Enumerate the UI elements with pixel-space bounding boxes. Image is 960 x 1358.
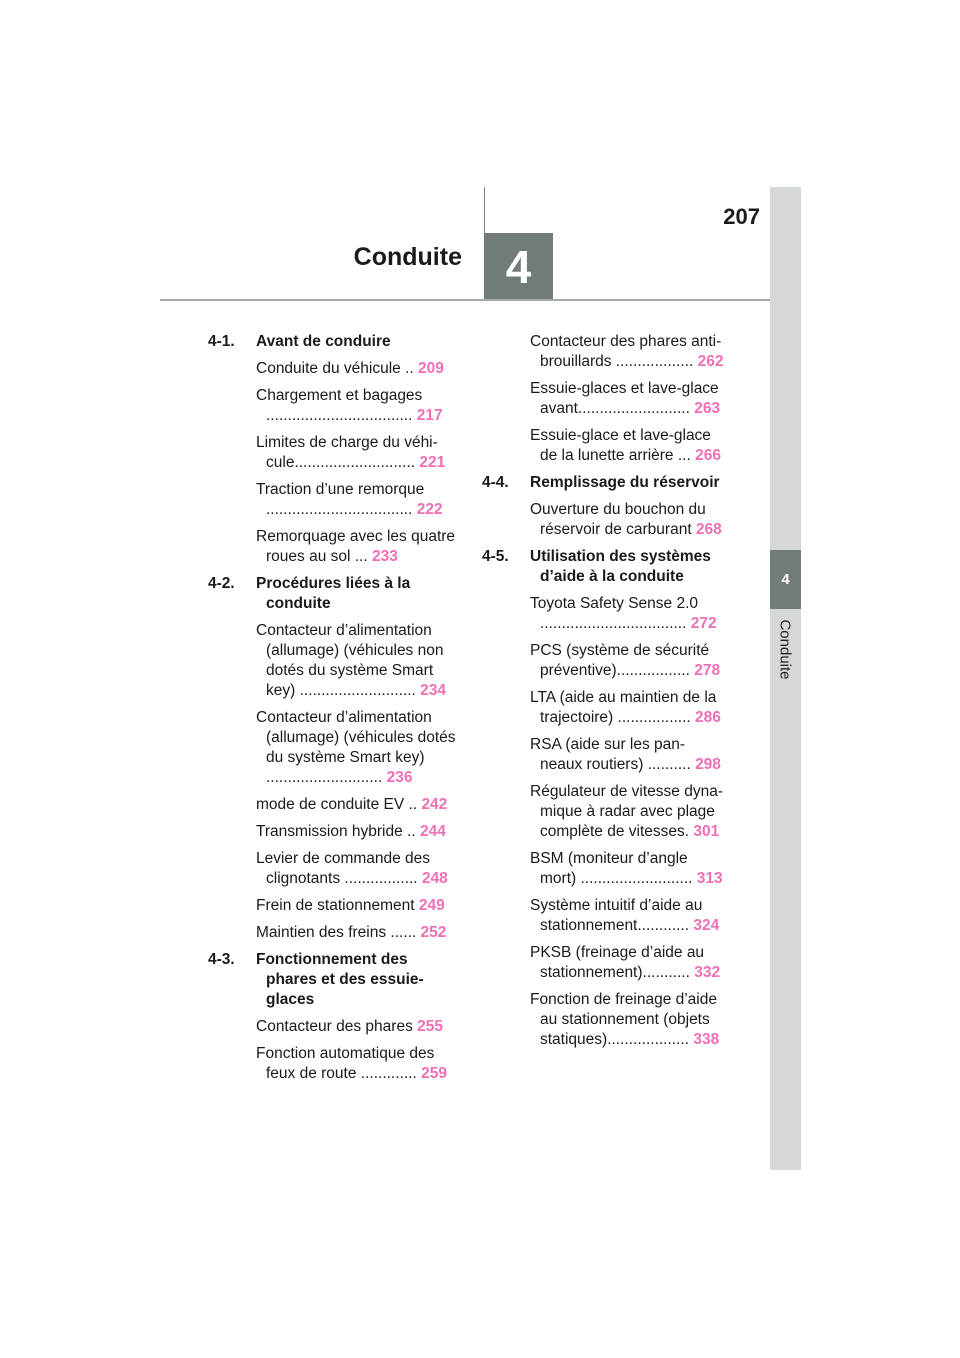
toc-page-link[interactable]: 255 bbox=[417, 1018, 443, 1035]
toc-entry-label: Essuie-glaces et lave-glace avant.......................... bbox=[530, 380, 719, 417]
toc-page-link[interactable]: 278 bbox=[694, 662, 721, 679]
toc-page-link[interactable]: 244 bbox=[419, 823, 446, 840]
toc-entry[interactable] bbox=[208, 527, 458, 567]
section-title: Avant de conduire bbox=[256, 333, 391, 350]
toc-entry-label: PKSB (freinage d’aide au stationnement)........... bbox=[530, 944, 705, 981]
toc-entry-label: Toyota Safety Sense 2.0 .................................. bbox=[530, 595, 699, 632]
toc-entry[interactable] bbox=[208, 1017, 458, 1037]
toc-column-right bbox=[482, 332, 730, 1057]
toc-page-link[interactable]: 324 bbox=[693, 917, 720, 934]
toc-entry[interactable] bbox=[482, 332, 730, 372]
toc-entry[interactable] bbox=[208, 795, 458, 815]
toc-column-left bbox=[208, 332, 458, 1091]
toc-page-link[interactable]: 236 bbox=[386, 769, 413, 786]
header-divider-vertical bbox=[484, 187, 485, 235]
toc-entry-label: Levier de commande des clignotants ................. bbox=[256, 850, 431, 887]
toc-entry-label: Ouverture du bouchon du réservoir de carburant bbox=[530, 501, 706, 538]
toc-entry-label: LTA (aide au maintien de la trajectoire) ................. bbox=[530, 689, 717, 726]
side-tab-label: Conduite bbox=[776, 619, 794, 680]
toc-entry-label: Contacteur des phares bbox=[256, 1018, 418, 1035]
section-number: 4-1. bbox=[208, 333, 235, 350]
toc-entry[interactable] bbox=[482, 641, 730, 681]
toc-entry[interactable] bbox=[208, 386, 458, 426]
toc-section-heading bbox=[482, 547, 730, 587]
toc-page-link[interactable]: 268 bbox=[695, 521, 722, 538]
header-divider-horizontal bbox=[160, 299, 770, 301]
section-title: Utilisation des systèmes d’aide à la conduite bbox=[530, 548, 711, 585]
toc-page-link[interactable]: 209 bbox=[418, 360, 444, 377]
toc-page-link[interactable]: 252 bbox=[420, 924, 447, 941]
toc-page-link[interactable]: 222 bbox=[416, 501, 443, 518]
toc-entry[interactable] bbox=[482, 990, 730, 1050]
toc-entry[interactable] bbox=[208, 433, 458, 473]
toc-page-link[interactable]: 338 bbox=[693, 1031, 720, 1048]
toc-entry[interactable] bbox=[208, 896, 458, 916]
toc-entry[interactable] bbox=[482, 943, 730, 983]
toc-section-heading bbox=[208, 574, 458, 614]
page-number: 207 bbox=[723, 204, 760, 229]
toc-page-link[interactable]: 332 bbox=[694, 964, 721, 981]
toc-entry-label: Fonction de freinage d’aide au stationnement (objets statiques)................... bbox=[530, 991, 717, 1048]
section-number: 4-5. bbox=[482, 548, 509, 565]
toc-entry-label: Remorquage avec les quatre roues au sol ... bbox=[256, 528, 456, 565]
toc-entry[interactable] bbox=[482, 500, 730, 540]
toc-section-heading bbox=[208, 332, 458, 352]
toc-entry-label: Contacteur d’alimentation (allumage) (véhicules dotés du système Smart key) ........................... bbox=[256, 709, 456, 786]
toc-entry[interactable] bbox=[208, 359, 458, 379]
toc-entry[interactable] bbox=[482, 379, 730, 419]
toc-page-link[interactable]: 262 bbox=[697, 353, 724, 370]
toc-entry-label: Fonction automatique des feux de route ............. bbox=[256, 1045, 435, 1082]
toc-entry-label: Régulateur de vitesse dyna- mique à radar avec plage complète de vitesses. bbox=[530, 783, 724, 840]
toc-entry[interactable] bbox=[208, 1044, 458, 1084]
toc-page-link[interactable]: 313 bbox=[696, 870, 723, 887]
toc-entry[interactable] bbox=[482, 782, 730, 842]
toc-entry[interactable] bbox=[482, 688, 730, 728]
toc-entry-label: mode de conduite EV .. bbox=[256, 796, 422, 813]
toc-page-link[interactable]: 259 bbox=[421, 1065, 447, 1082]
toc-entry[interactable] bbox=[208, 849, 458, 889]
toc-entry[interactable] bbox=[208, 480, 458, 520]
toc-entry[interactable] bbox=[208, 708, 458, 788]
toc-section-heading bbox=[482, 473, 730, 493]
toc-page-link[interactable]: 242 bbox=[421, 796, 448, 813]
toc-page-link[interactable]: 298 bbox=[695, 756, 721, 773]
toc-entry-label: Traction d’une remorque .................................. bbox=[256, 481, 425, 518]
toc-entry[interactable] bbox=[208, 822, 458, 842]
toc-page-link[interactable]: 266 bbox=[695, 447, 721, 464]
toc-page-link[interactable]: 248 bbox=[421, 870, 448, 887]
toc-page-link[interactable]: 217 bbox=[416, 407, 443, 424]
toc-entry-label: Contacteur des phares anti- brouillards .................. bbox=[530, 333, 722, 370]
toc-entry[interactable] bbox=[482, 426, 730, 466]
toc-page-link[interactable]: 263 bbox=[694, 400, 721, 417]
toc-page-link[interactable]: 272 bbox=[690, 615, 717, 632]
side-tab-number[interactable]: 4 bbox=[770, 550, 801, 609]
toc-section-heading bbox=[208, 950, 458, 1010]
toc-page-link[interactable]: 221 bbox=[419, 454, 446, 471]
toc-entry-label: Système intuitif d’aide au stationnement............ bbox=[530, 897, 703, 934]
toc-page-link[interactable]: 301 bbox=[693, 823, 720, 840]
toc-page-link[interactable]: 233 bbox=[371, 548, 398, 565]
toc-entry[interactable] bbox=[482, 735, 730, 775]
toc-entry-label: RSA (aide sur les pan- neaux routiers) .......... bbox=[530, 736, 696, 773]
toc-entry[interactable] bbox=[482, 849, 730, 889]
section-number: 4-4. bbox=[482, 474, 509, 491]
toc-page-link[interactable]: 234 bbox=[420, 682, 447, 699]
section-title: Procédures liées à la conduite bbox=[256, 575, 411, 612]
toc-entry[interactable] bbox=[482, 594, 730, 634]
toc-entry[interactable] bbox=[208, 621, 458, 701]
toc-entry-label: Limites de charge du véhi- cule............................ bbox=[256, 434, 438, 471]
section-title: Remplissage du réservoir bbox=[530, 474, 720, 491]
toc-page-link[interactable]: 249 bbox=[418, 897, 445, 914]
toc-entry-label: Conduite du véhicule .. bbox=[256, 360, 418, 377]
toc-entry-label: Frein de stationnement bbox=[256, 897, 419, 914]
toc-entry-label: PCS (système de sécurité préventive)................. bbox=[530, 642, 710, 679]
toc-entry-label: BSM (moniteur d’angle mort) .......................... bbox=[530, 850, 697, 887]
toc-entry-label: Chargement et bagages .................................. bbox=[256, 387, 423, 424]
section-title: Fonctionnement des phares et des essuie- glaces bbox=[256, 951, 424, 1008]
section-number: 4-3. bbox=[208, 951, 235, 968]
toc-entry[interactable] bbox=[482, 896, 730, 936]
toc-entry-label: Essuie-glace et lave-glace de la lunette arrière ... bbox=[530, 427, 711, 464]
toc-entry-label: Transmission hybride .. bbox=[256, 823, 420, 840]
toc-entry-label: Contacteur d’alimentation (allumage) (véhicules non dotés du système Smart key) ........................... bbox=[256, 622, 444, 699]
section-number: 4-2. bbox=[208, 575, 235, 592]
chapter-title: Conduite bbox=[353, 243, 462, 271]
chapter-number-box: 4 bbox=[484, 233, 553, 301]
toc-page-link[interactable]: 286 bbox=[695, 709, 721, 726]
toc-entry-label: Maintien des freins ...... bbox=[256, 924, 421, 941]
toc-entry[interactable] bbox=[208, 923, 458, 943]
